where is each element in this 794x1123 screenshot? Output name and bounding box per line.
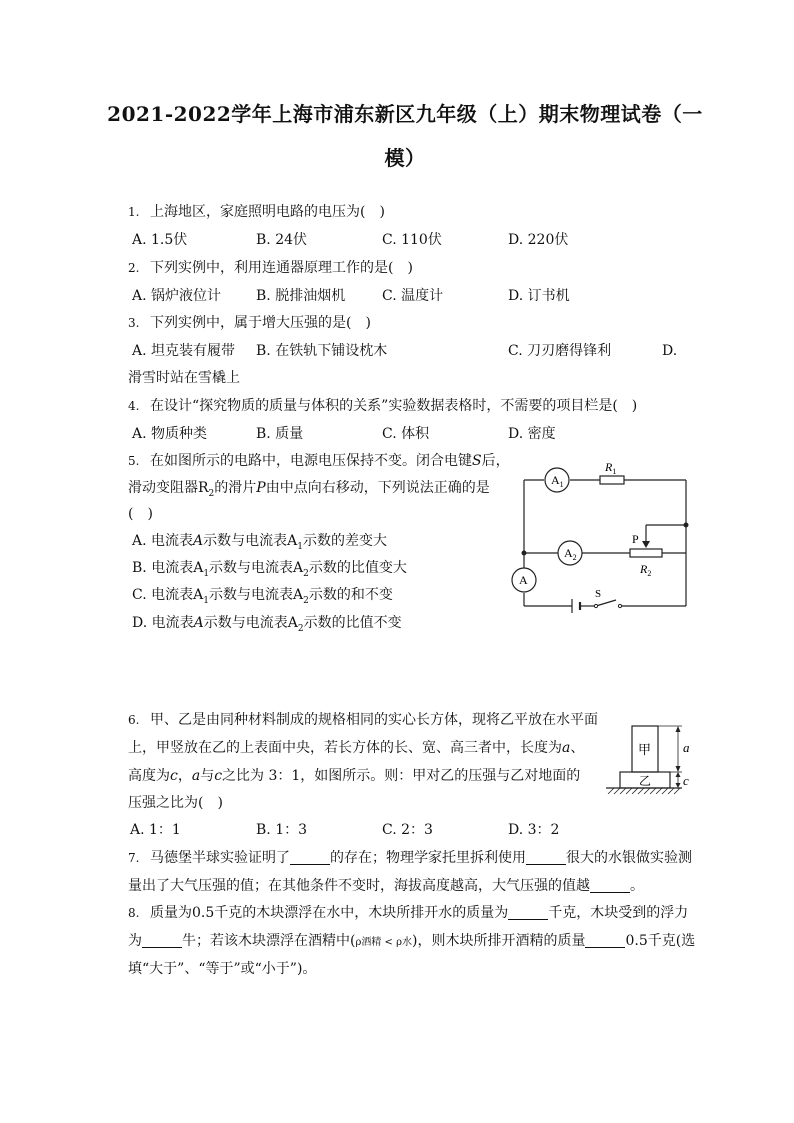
option-a: A. 物质种类 <box>132 426 208 442</box>
option-c: C. 刀刃磨得锋利 <box>508 343 612 359</box>
label-a: a <box>683 740 690 755</box>
question-number: 5. <box>128 454 140 468</box>
arrow <box>676 726 681 732</box>
question-text: 量出了大气压强的值；在其他条件不变时，海拔高度越高，大气压强的值越 <box>128 878 590 894</box>
question-6 <box>128 706 598 734</box>
question-text: 的滑片 <box>214 480 257 496</box>
option-text: 示数的差变大 <box>303 533 387 549</box>
question-8-line-3: 填“大于”、“等于”或“小于”)。 <box>128 961 317 977</box>
subscript: 2 <box>303 595 309 606</box>
question-number: 1. <box>128 205 140 219</box>
var-a: a <box>191 768 201 784</box>
option-c: C. 110伏 <box>382 232 442 248</box>
question-number: 4. <box>128 399 140 413</box>
arrow <box>676 783 681 788</box>
option-text: 示数的和不变 <box>308 587 393 603</box>
question-5-line-3: ( ) <box>128 506 153 522</box>
q2-options <box>132 282 692 310</box>
arrow <box>676 766 681 772</box>
option-b: B. 脱排油烟机 <box>256 288 346 304</box>
question-number: 6. <box>128 713 140 727</box>
rheostat-r2 <box>630 549 662 557</box>
question-text: 在如图所示的电路中，电源电压保持不变。闭合电键 <box>150 453 472 469</box>
q1-options <box>132 226 692 254</box>
question-text: 千克，木块受到的浮力 <box>548 905 689 921</box>
option-d: D. <box>662 343 678 359</box>
option-b: B. 1：3 <box>256 822 308 838</box>
option-text: 示数与电流表A <box>203 615 298 631</box>
answer-blank[interactable] <box>290 848 330 865</box>
label-p: P <box>632 532 639 546</box>
subscript: 1 <box>297 541 303 552</box>
q3-options <box>132 337 692 365</box>
label-c: c <box>683 773 689 788</box>
option-text: A. 电流表 <box>132 533 194 549</box>
junction-dot <box>522 551 527 556</box>
question-text: )，则木块所排开酒精的质量 <box>412 933 586 949</box>
option-b: B. 在铁轨下铺设枕木 <box>256 343 388 359</box>
question-7 <box>128 844 692 872</box>
var-a: A <box>193 533 204 549</box>
question-text: 之比为 3：1，如图所示。则：甲对乙的压强与乙对地面的 <box>222 768 581 784</box>
var-s: S <box>472 453 482 469</box>
answer-blank[interactable] <box>585 931 625 948</box>
option-a: A. 1.5伏 <box>132 232 188 248</box>
less-than: < <box>381 937 397 948</box>
question-3 <box>128 309 371 337</box>
question-text: 高度为 <box>128 768 170 784</box>
subscript: 2 <box>208 488 215 499</box>
circuit-diagram <box>500 455 700 615</box>
answer-blank[interactable] <box>590 876 630 893</box>
option-text: 示数与电流表A <box>209 560 304 576</box>
option-c: C. 体积 <box>382 426 430 442</box>
subscript: 2 <box>297 623 304 634</box>
option-a: A. 1：1 <box>130 822 181 838</box>
subscript: 1 <box>203 595 209 606</box>
option-text: B. 电流表A <box>132 560 204 576</box>
answer-blank[interactable] <box>508 903 548 920</box>
question-text: 牛；若该木块漂浮在酒精中( <box>182 933 356 949</box>
q3-option-d-text: 滑雪时站在雪橇上 <box>128 370 240 386</box>
question-8 <box>128 899 688 927</box>
option-b: B. 质量 <box>256 426 304 442</box>
question-5-line-2 <box>128 474 490 508</box>
label-jia: 甲 <box>638 742 652 757</box>
q5-option-d <box>132 609 402 643</box>
rho-water: ρ水 <box>396 937 412 948</box>
title-line-2: 模） <box>384 146 426 170</box>
answer-blank[interactable] <box>526 848 566 865</box>
option-d: D. 3：2 <box>508 822 560 838</box>
var-c: c <box>214 768 223 784</box>
question-text: 0.5千克(选 <box>625 933 696 949</box>
option-text: C. 电流表A <box>132 587 204 603</box>
var-c: c <box>170 768 178 784</box>
option-a: A. 坦克装有履带 <box>132 343 236 359</box>
option-text: D. 电流表 <box>132 615 194 631</box>
question-text: 为 <box>128 933 142 949</box>
question-text: 下列实例中，利用连通器原理工作的是( ) <box>150 260 413 276</box>
option-text: 示数的比值变大 <box>308 560 407 576</box>
question-6-line-3 <box>128 762 580 790</box>
switch-contact <box>618 604 621 607</box>
label-a2: $A_2$ <box>564 546 577 562</box>
label-a: A <box>519 573 528 587</box>
exam-title <box>90 92 720 180</box>
label-yi: 乙 <box>639 774 652 788</box>
question-text: 的存在；物理学家托里拆利使用 <box>330 850 526 866</box>
question-text: ， <box>177 768 192 784</box>
question-1 <box>128 198 385 226</box>
option-text: 示数与电流表A <box>203 533 298 549</box>
question-text: 上，甲竖放在乙的上表面中央，若长方体的长、宽、高三者中，长度为 <box>128 740 562 756</box>
question-text: 滑动变阻器R <box>128 480 209 496</box>
question-number: 7. <box>128 851 140 865</box>
question-text: 、 <box>570 740 585 756</box>
option-d: D. 220伏 <box>508 232 569 248</box>
q4-options <box>132 420 692 448</box>
question-6-line-4: 压强之比为( ) <box>128 795 223 811</box>
question-text: 甲、乙是由同种材料制成的规格相同的实心长方体，现将乙平放在水平面 <box>150 712 598 728</box>
title-line-1: 2021-2022学年上海市浦东新区九年级（上）期末物理试卷（一 <box>107 102 703 126</box>
option-d: D. 密度 <box>508 426 556 442</box>
question-text: 马德堡半球实验证明了 <box>150 850 290 866</box>
q6-options <box>130 816 690 844</box>
question-number: 3. <box>128 316 140 330</box>
ground-hatch <box>608 788 680 794</box>
resistor-r1 <box>600 476 624 484</box>
question-number: 8. <box>128 906 140 920</box>
question-6-line-2 <box>128 734 584 762</box>
option-a: A. 锅炉液位计 <box>132 288 222 304</box>
question-8-line-2 <box>128 927 695 957</box>
subscript: 1 <box>203 568 210 579</box>
question-4 <box>128 392 637 420</box>
question-text: 在设计“探究物质的质量与体积的关系”实验数据表格时，不需要的项目栏是( ) <box>150 398 638 414</box>
junction-dot <box>684 523 689 528</box>
label-r2: $R_2$ <box>640 562 652 578</box>
option-c: C. 温度计 <box>382 288 444 304</box>
label-r1: $R_1$ <box>605 460 617 476</box>
label-a1: $A_1$ <box>551 473 564 489</box>
var-a: A <box>193 615 204 631</box>
slider-arrow <box>642 541 650 548</box>
rho-alcohol: ρ酒精 <box>355 937 382 948</box>
question-text: 由中点向右移动，下列说法正确的是 <box>265 480 490 496</box>
question-text: 下列实例中，属于增大压强的是( ) <box>150 315 371 331</box>
answer-blank[interactable] <box>142 931 182 948</box>
var-p: P <box>256 480 266 496</box>
question-5 <box>128 447 510 475</box>
question-text: 后， <box>481 453 510 469</box>
option-b: B. 24伏 <box>256 232 308 248</box>
question-text: 很大的水银做实验测 <box>566 850 692 866</box>
question-text: 。 <box>630 878 644 894</box>
question-2 <box>128 254 413 282</box>
var-a: a <box>562 740 571 756</box>
blocks-diagram <box>602 718 702 800</box>
switch-contact <box>594 604 597 607</box>
option-text: 示数与电流表A <box>208 587 304 603</box>
question-text: 质量为0.5千克的木块漂浮在水中，木块所排开水的质量为 <box>150 905 509 921</box>
question-text: 与 <box>200 768 215 784</box>
label-s: S <box>595 588 602 600</box>
option-text: 示数的比值不变 <box>303 615 402 631</box>
subscript: 2 <box>303 568 309 579</box>
question-7-line-2 <box>128 872 644 900</box>
question-number: 2. <box>128 261 140 275</box>
arrow <box>676 772 681 777</box>
question-text: 上海地区，家庭照明电路的电压为( ) <box>150 204 385 220</box>
switch-lever <box>596 600 616 606</box>
option-d: D. 订书机 <box>508 288 570 304</box>
option-c: C. 2：3 <box>382 822 433 838</box>
